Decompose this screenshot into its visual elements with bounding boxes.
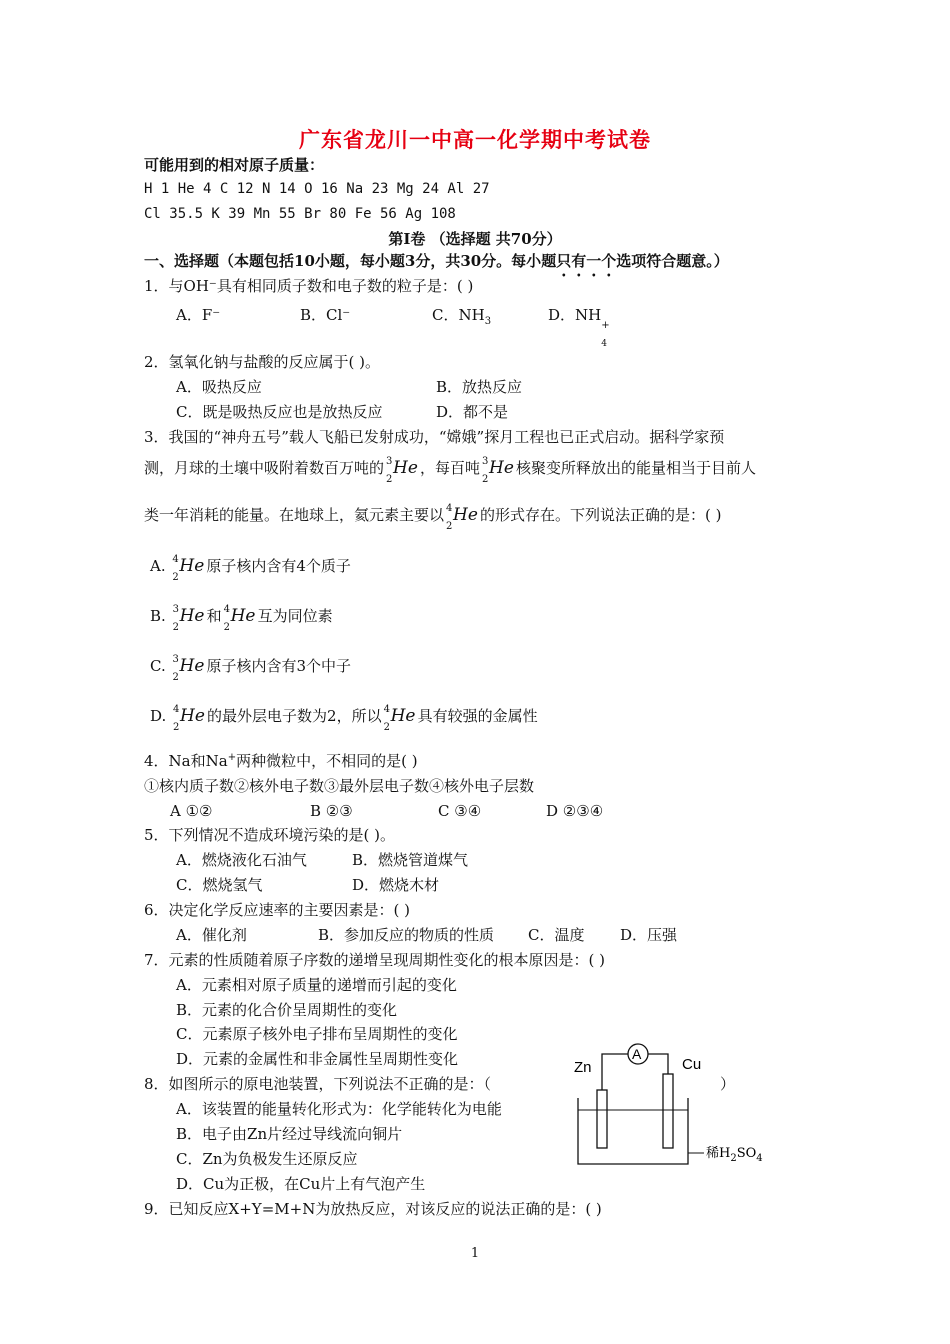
cu-electrode <box>663 1074 673 1148</box>
question-4: 4．Na和Na+两种微粒中，不相同的是( ) <box>144 752 418 770</box>
q4-option-d: D ②③④ <box>546 802 604 820</box>
q8-option-b: B．电子由Zn片经过导线流向铜片 <box>176 1125 403 1143</box>
wire-left <box>602 1054 628 1090</box>
q1-option-a: A．F⁻ <box>176 306 221 324</box>
electrolyte-label: 稀$H_2SO_4$ <box>706 1146 763 1164</box>
question-6: 6．决定化学反应速率的主要因素是：( ) <box>144 901 411 919</box>
q1-option-b: B．Cl⁻ <box>300 306 351 324</box>
q1-option-c: C．$NH_3$ <box>432 306 492 327</box>
section-heading: 第Ⅰ卷 （选择题 共70分） <box>388 230 562 248</box>
atomic-mass-row-2: Cl 35.5 K 39 Mn 55 Br 80 Fe 56 Ag 108 <box>144 206 456 222</box>
q8-option-d: D．Cu为正极，在Cu片上有气泡产生 <box>176 1175 426 1193</box>
q3-option-d: D. 4 2 He 的最外层电子数为2，所以 4 2 He 具有较强的金属性 <box>150 704 538 733</box>
ammeter-label: A <box>632 1046 642 1062</box>
atomic-mass-row-1: H 1 He 4 C 12 N 14 O 16 Na 23 Mg 24 Al 27 <box>144 181 490 197</box>
page-title: 广东省龙川一中高一化学期中考试卷 <box>299 127 651 152</box>
q3-option-a: A. 4 2 He 原子核内含有4个质子 <box>150 554 351 583</box>
page-number: 1 <box>470 1246 480 1261</box>
q6-option-b: B．参加反应的物质的性质 <box>318 926 495 944</box>
galvanic-cell-diagram <box>560 1040 780 1175</box>
q2-option-c: C．既是吸热反应也是放热反应 <box>176 403 383 421</box>
question-3-line-1: 3．我国的“神舟五号”载人飞船已发射成功，“嫦娥”探月工程也已正式启动。据科学家预 <box>144 428 725 446</box>
he4-isotope-symbol: 4 2 He <box>446 503 478 532</box>
part-one-instructions: 一、选择题（本题包括10小题，每小题3分，共30分。每小题只有一个选项符合题意。） <box>144 252 729 270</box>
question-3-line-3: 类一年消耗的能量。在地球上，氦元素主要以 4 2 He 的形式存在。下列说法正确的是：( ) <box>144 503 722 532</box>
q2-option-d: D．都不是 <box>436 403 509 421</box>
q2-option-a: A．吸热反应 <box>176 378 262 396</box>
q5-option-d: D．燃烧木材 <box>352 876 440 894</box>
q8-option-a: A．该装置的能量转化形式为：化学能转化为电能 <box>176 1100 502 1118</box>
q6-option-a: A．催化剂 <box>176 926 247 944</box>
zn-electrode <box>597 1090 607 1148</box>
question-9: 9．已知反应X+Y=M+N为放热反应，对该反应的说法正确的是：( ) <box>144 1200 602 1218</box>
cu-label: Cu <box>682 1056 702 1073</box>
q7-option-b: B．元素的化合价呈周期性的变化 <box>176 1001 398 1019</box>
q4-option-b: B ②③ <box>310 802 353 820</box>
wire-right <box>648 1054 668 1074</box>
q7-option-c: C．元素原子核外电子排布呈周期性的变化 <box>176 1025 458 1043</box>
q3-option-c: C. 3 2 He 原子核内含有3个中子 <box>150 654 352 683</box>
q7-option-d: D．元素的金属性和非金属性呈周期性变化 <box>176 1050 459 1068</box>
he3-isotope-symbol: 3 2 He <box>482 456 514 485</box>
q4-items: ①核内质子数②核外电子数③最外层电子数④核外电子层数 <box>144 777 535 795</box>
q5-option-b: B．燃烧管道煤气 <box>352 851 469 869</box>
he3-isotope-symbol: 3 2 He <box>386 456 418 485</box>
q3-option-b: B. 3 2 He 和 4 2 He 互为同位素 <box>150 604 333 633</box>
q1-option-d: D．NH + 4 <box>548 306 610 349</box>
question-2: 2．氢氧化钠与盐酸的反应属于( )。 <box>144 353 381 371</box>
q5-option-a: A．燃烧液化石油气 <box>176 851 307 869</box>
question-1: 1．与OH⁻具有相同质子数和电子数的粒子是：( ) <box>144 277 474 295</box>
zn-label: Zn <box>574 1059 592 1076</box>
q7-option-a: A．元素相对原子质量的递增而引起的变化 <box>176 976 457 994</box>
question-8: 8．如图所示的原电池装置，下列说法不正确的是：（ <box>144 1075 492 1093</box>
q8-paren-close: ） <box>720 1075 736 1093</box>
question-3-line-2: 测，月球的土壤中吸附着数百万吨的 3 2 He ，每百吨 3 2 He 核聚变所释放出的能量相当于目前人 <box>144 456 757 485</box>
q6-option-c: C．温度 <box>528 926 585 944</box>
q2-option-b: B．放热反应 <box>436 378 523 396</box>
q5-option-c: C．燃烧氢气 <box>176 876 263 894</box>
question-5: 5．下列情况不造成环境污染的是( )。 <box>144 826 396 844</box>
q6-option-d: D．压强 <box>620 926 678 944</box>
atomic-mass-heading: 可能用到的相对原子质量： <box>144 156 325 174</box>
q4-option-a: A ①② <box>170 802 213 820</box>
q4-option-c: C ③④ <box>438 802 482 820</box>
q8-option-c: C．Zn为负极发生还原反应 <box>176 1150 358 1168</box>
question-7: 7．元素的性质随着原子序数的递增呈现周期性变化的根本原因是：( ) <box>144 951 606 969</box>
